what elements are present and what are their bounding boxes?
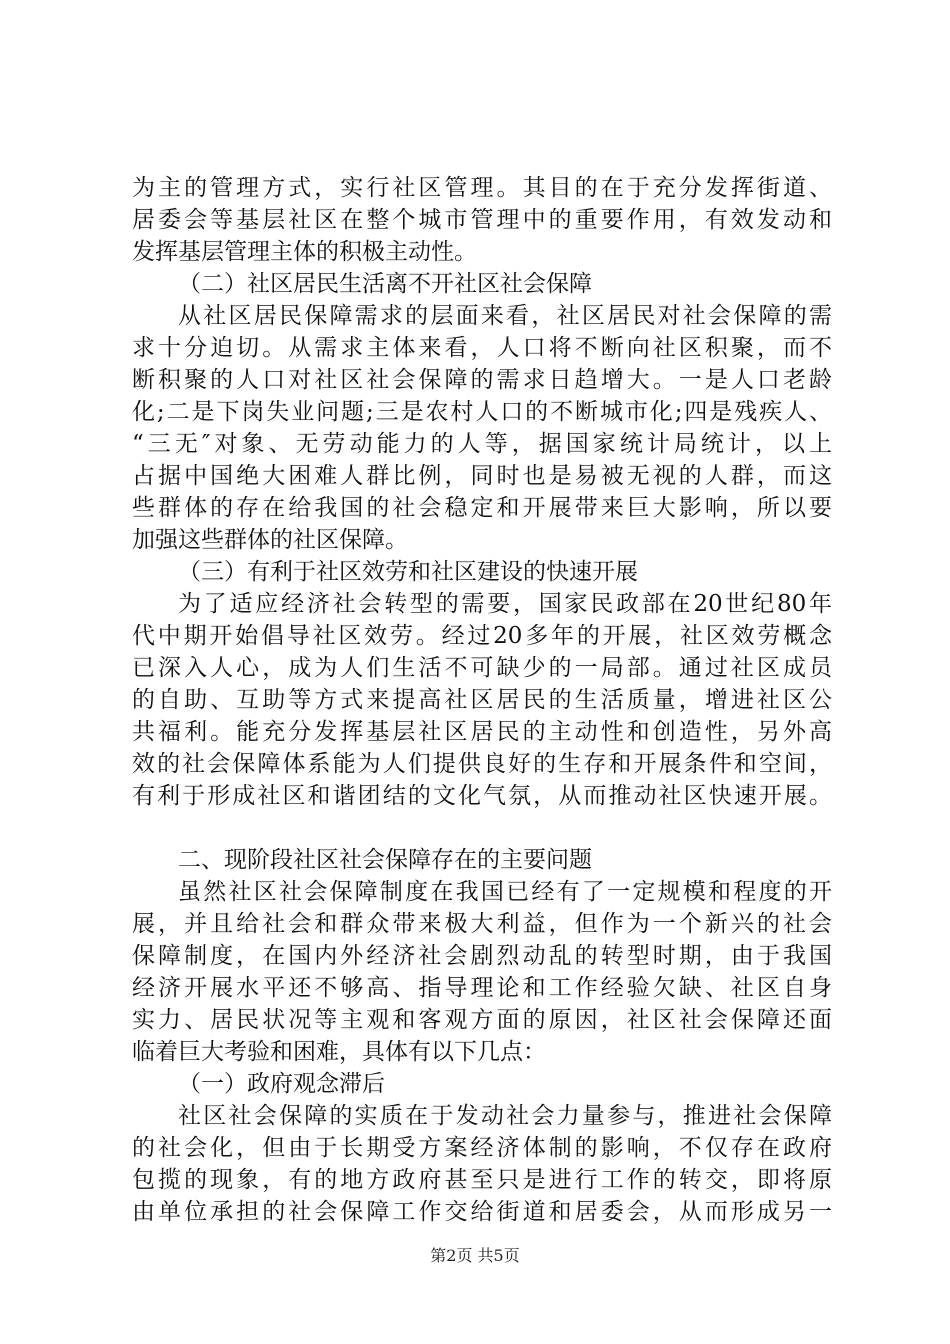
text-line: 共福利。能充分发挥基层社区居民的主动性和创造性，另外高: [132, 719, 832, 745]
text-line: 实力、居民状况等主观和客观方面的原因，社区社会保障还面: [132, 1007, 832, 1033]
body-text: [132, 172, 832, 1228]
text-line: 代中期开始倡导社区效劳。经过20多年的开展，社区效劳概念: [132, 623, 832, 649]
text-line: “三无″对象、无劳动能力的人等，据国家统计局统计，以上: [132, 431, 832, 457]
text-line: 社区社会保障的实质在于发动社会力量参与，推进社会保障: [178, 1103, 832, 1129]
text-line: 加强这些群体的社区保障。: [132, 527, 408, 553]
text-line: 已深入人心，成为人们生活不可缺少的一局部。通过社区成员: [132, 655, 832, 681]
text-line: 占据中国绝大困难人群比例，同时也是易被无视的人群，而这: [132, 463, 832, 489]
text-line: 虽然社区社会保障制度在我国已经有了一定规模和程度的开: [178, 879, 832, 905]
text-line: 效的社会保障体系能为人们提供良好的生存和开展条件和空间，: [132, 751, 832, 777]
section-heading: 二、现阶段社区社会保障存在的主要问题: [178, 847, 592, 873]
page-number-footer: 第2页 共5页: [430, 1246, 520, 1265]
section-heading: （二）社区居民生活离不开社区社会保障: [178, 271, 592, 297]
text-line: 经济开展水平还不够高、指导理论和工作经验欠缺、社区自身: [132, 975, 832, 1001]
text-line: 有利于形成社区和谐团结的文化气氛，从而推动社区快速开展。: [132, 783, 832, 809]
text-line: 的社会化，但由于长期受方案经济体制的影响，不仅存在政府: [132, 1135, 832, 1161]
text-line: 由单位承担的社会保障工作交给街道和居委会，从而形成另一: [132, 1199, 832, 1225]
paragraph-gap: [132, 812, 832, 844]
section-heading: （一）政府观念滞后: [178, 1071, 385, 1097]
text-line: 展，并且给社会和群众带来极大利益，但作为一个新兴的社会: [132, 911, 832, 937]
text-line: 包揽的现象，有的地方政府甚至只是进行工作的转交，即将原: [132, 1167, 832, 1193]
text-line: 些群体的存在给我国的社会稳定和开展带来巨大影响，所以要: [132, 495, 832, 521]
text-line: 保障制度，在国内外经济社会剧烈动乱的转型时期，由于我国: [132, 943, 832, 969]
text-line: 居委会等基层社区在整个城市管理中的重要作用，有效发动和: [132, 207, 832, 233]
text-line: 断积聚的人口对社区社会保障的需求日趋增大。一是人口老龄: [132, 367, 832, 393]
section-heading: （三）有利于社区效劳和社区建设的快速开展: [178, 559, 638, 585]
text-line: 求十分迫切。从需求主体来看，人口将不断向社区积聚，而不: [132, 335, 832, 361]
text-line: 临着巨大考验和困难，具体有以下几点：: [132, 1039, 546, 1065]
text-line: 发挥基层管理主体的积极主动性。: [132, 239, 477, 265]
text-line: 的自助、互助等方式来提高社区居民的生活质量，增进社区公: [132, 687, 832, 713]
text-line: 为了适应经济社会转型的需要，国家民政部在20世纪80年: [178, 591, 832, 617]
text-line: 为主的管理方式，实行社区管理。其目的在于充分发挥街道、: [132, 175, 832, 201]
text-line: 化;二是下岗失业问题;三是农村人口的不断城市化;四是残疾人、: [132, 399, 832, 425]
text-line: 从社区居民保障需求的层面来看，社区居民对社会保障的需: [178, 303, 832, 329]
